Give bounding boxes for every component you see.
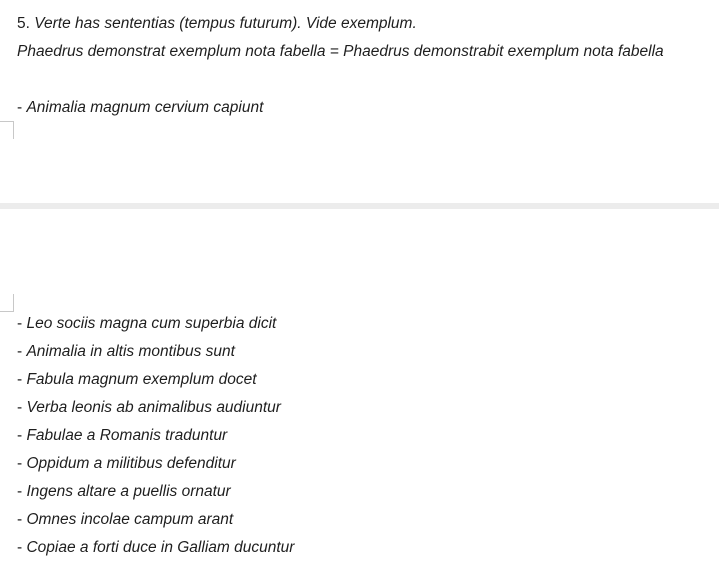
- list-item: [17, 482, 231, 502]
- sentence-dash: -: [17, 483, 27, 500]
- list-item: [17, 398, 281, 418]
- sentence-dash: -: [17, 539, 27, 556]
- list-item: [17, 510, 233, 530]
- list-item: [17, 342, 235, 362]
- exercise-heading: [17, 14, 417, 34]
- sentence-text: Leo sociis magna cum superbia dicit: [26, 315, 277, 332]
- sentence-text: Fabulae a Romanis traduntur: [26, 427, 228, 444]
- sentence-text: Animalia in altis montibus sunt: [26, 343, 235, 360]
- first-sentence-text: Animalia magnum cervium capiunt: [26, 99, 264, 116]
- sentence-dash: -: [17, 315, 27, 332]
- first-sentence: [17, 98, 263, 118]
- exercise-number: 5.: [17, 15, 30, 32]
- sentence-text: Verba leonis ab animalibus audiuntur: [26, 399, 281, 416]
- list-item: [17, 370, 257, 390]
- sentence-text: Omnes incolae campum arant: [26, 511, 234, 528]
- sentence-dash: -: [17, 99, 27, 116]
- sentence-text: Ingens altare a puellis ornatur: [26, 483, 231, 500]
- sentence-dash: -: [17, 343, 27, 360]
- sentence-text: Oppidum a militibus defenditur: [26, 455, 236, 472]
- sentence-text: Copiae a forti duce in Galliam ducuntur: [26, 539, 295, 556]
- sentence-dash: -: [17, 455, 27, 472]
- sentence-dash: -: [17, 371, 27, 388]
- list-item: [17, 538, 294, 558]
- page-margin-corner-bottom: [0, 294, 14, 312]
- sentence-dash: -: [17, 399, 27, 416]
- sentence-text: Fabula magnum exemplum docet: [26, 371, 257, 388]
- sentence-dash: -: [17, 427, 27, 444]
- list-item: [17, 314, 276, 334]
- page-margin-corner-top: [0, 121, 14, 139]
- list-item: [17, 454, 236, 474]
- sentence-dash: -: [17, 511, 27, 528]
- page-break-divider: [0, 203, 719, 209]
- example-sentence: Phaedrus demonstrat exemplum nota fabella = Phaedrus demonstrabit exemplum nota fabella: [17, 43, 664, 60]
- list-item: [17, 426, 227, 446]
- exercise-instruction: Verte has sententias (tempus futurum). Vide exemplum.: [34, 15, 417, 32]
